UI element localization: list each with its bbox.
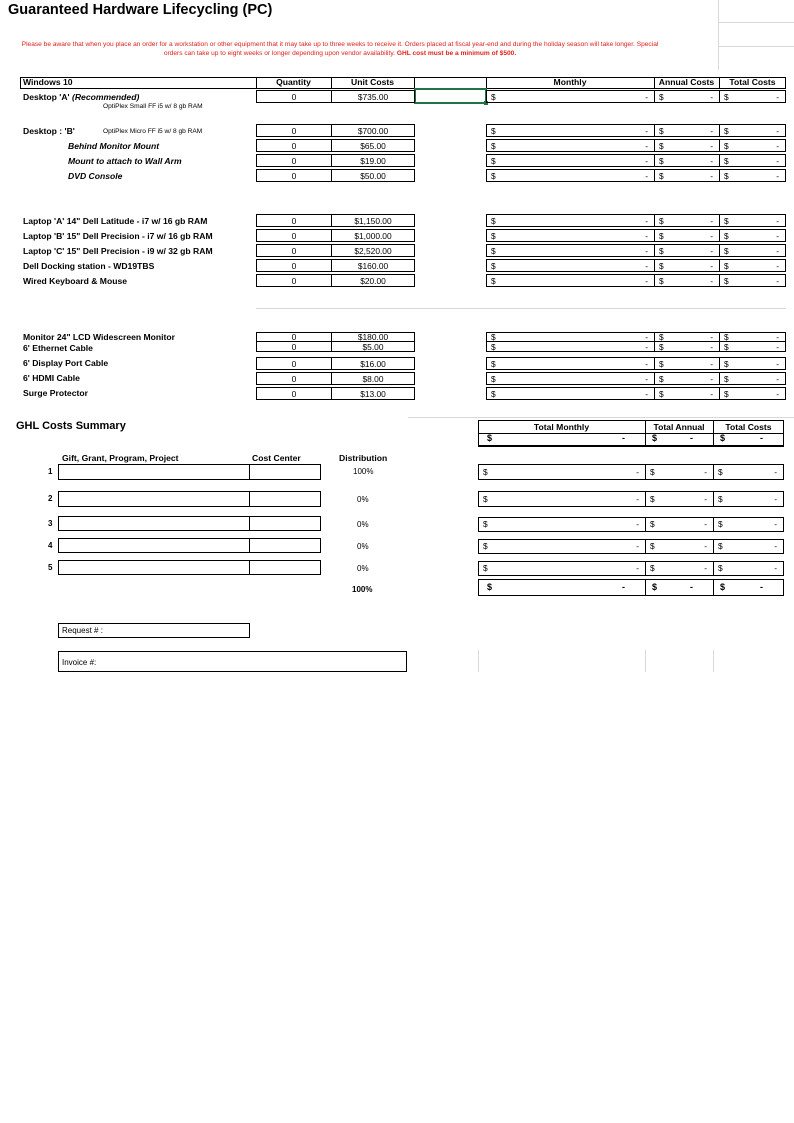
col-distribution-header: Distribution	[339, 453, 388, 463]
project-input[interactable]	[58, 538, 250, 553]
unit-cost: $735.00	[331, 90, 415, 103]
unit-cost: $20.00	[331, 274, 415, 287]
request-label: Request # :	[62, 626, 103, 635]
item-label: Desktop 'A' (Recommended)	[23, 92, 140, 102]
header-unit-costs: Unit Costs	[351, 77, 394, 87]
item-label: Laptop 'B' 15" Dell Precision - i7 w/ 16 gb RAM	[23, 231, 213, 241]
header-monthly: Monthly	[553, 77, 587, 87]
item-label: Laptop 'C' 15" Dell Precision - i9 w/ 32 gb RAM	[23, 246, 213, 256]
distribution-value[interactable]: 0%	[357, 564, 369, 573]
request-number-field[interactable]	[58, 623, 250, 638]
quantity-input[interactable]: 0	[256, 154, 332, 167]
item-label: Surge Protector	[23, 388, 88, 398]
item-label: Desktop : 'B'	[23, 126, 75, 136]
item-label: 6' HDMI Cable	[23, 373, 80, 383]
unit-cost: $1,000.00	[331, 229, 415, 242]
unit-cost: $13.00	[331, 387, 415, 400]
unit-cost: $1,150.00	[331, 214, 415, 227]
header-windows: Windows 10	[23, 77, 73, 87]
unit-cost: $19.00	[331, 154, 415, 167]
item-label: DVD Console	[68, 171, 123, 181]
quantity-input[interactable]: 0	[256, 124, 332, 137]
quantity-input[interactable]: 0	[256, 259, 332, 272]
total-monthly-label: Total Monthly	[533, 422, 590, 432]
project-input[interactable]	[58, 560, 250, 575]
quantity-input[interactable]: 0	[256, 274, 332, 287]
unit-cost: $160.00	[331, 259, 415, 272]
notice-text: Please be aware that when you place an order for a workstation or other equipment that it may take up to three weeks to receive it. Orders placed at fiscal year-end and during the holiday season will take longer. Special orders can take up to eight weeks or longer depending upon vendor availability.	[21, 41, 659, 57]
item-label: Monitor 24" LCD Widescreen Monitor	[23, 332, 176, 342]
item-label: 6' Display Port Cable	[23, 358, 109, 368]
header-quantity: Quantity	[276, 77, 311, 87]
selected-cell[interactable]	[414, 88, 487, 104]
total-annual-label: Total Annual	[653, 422, 705, 432]
header-annual: Annual Costs	[658, 77, 715, 87]
quantity-input[interactable]: 0	[256, 372, 332, 385]
cost-center-input[interactable]	[249, 560, 321, 575]
quantity-input[interactable]: 0	[256, 244, 332, 257]
quantity-input[interactable]: 0	[256, 139, 332, 152]
unit-cost: $50.00	[331, 169, 415, 182]
page-title: Guaranteed Hardware Lifecycling (PC)	[8, 2, 273, 18]
project-input[interactable]	[58, 516, 250, 531]
item-sublabel: OptiPlex Micro FF i5 w/ 8 gb RAM	[103, 128, 203, 135]
quantity-input[interactable]: 0	[256, 169, 332, 182]
item-label: 6' Ethernet Cable	[23, 343, 93, 353]
header-total: Total Costs	[729, 77, 776, 87]
quantity-input[interactable]: 0	[256, 357, 332, 370]
quantity-input[interactable]: 0	[256, 90, 332, 103]
item-label: Laptop 'A' 14" Dell Latitude - i7 w/ 16 gb RAM	[23, 216, 208, 226]
total-costs-label: Total Costs	[725, 422, 772, 432]
item-label: Wired Keyboard & Mouse	[23, 276, 128, 286]
unit-cost: $65.00	[331, 139, 415, 152]
project-input[interactable]	[58, 491, 250, 507]
unit-cost: $700.00	[331, 124, 415, 137]
distribution-value[interactable]: 0%	[357, 495, 369, 504]
distribution-total: 100%	[352, 585, 373, 594]
invoice-label: Invoice #:	[62, 658, 97, 667]
project-input[interactable]	[58, 464, 250, 480]
item-label: Mount to attach to Wall Arm	[68, 156, 182, 166]
item-label: Dell Docking station - WD19TBS	[23, 261, 155, 271]
cost-center-input[interactable]	[249, 464, 321, 480]
distribution-value[interactable]: 0%	[357, 542, 369, 551]
quantity-input[interactable]: 0	[256, 341, 332, 352]
col-cost-center-header: Cost Center	[252, 453, 301, 463]
quantity-input[interactable]: 0	[256, 229, 332, 242]
quantity-input[interactable]: 0	[256, 332, 332, 342]
notice-minimum: GHL cost must be a minimum of $500.	[396, 50, 517, 57]
unit-cost: $2,520.00	[331, 244, 415, 257]
item-sublabel: OptiPlex Small FF i5 w/ 8 gb RAM	[103, 103, 203, 110]
distribution-value[interactable]: 100%	[353, 467, 374, 476]
cost-center-input[interactable]	[249, 491, 321, 507]
item-label: Behind Monitor Mount	[68, 141, 160, 151]
cost-center-input[interactable]	[249, 538, 321, 553]
invoice-number-field[interactable]	[58, 651, 407, 672]
quantity-input[interactable]: 0	[256, 387, 332, 400]
unit-cost: $180.00	[331, 332, 415, 342]
unit-cost: $5.00	[331, 341, 415, 352]
unit-cost: $8.00	[331, 372, 415, 385]
summary-title: GHL Costs Summary	[16, 420, 126, 432]
distribution-value[interactable]: 0%	[357, 520, 369, 529]
order-notice	[20, 40, 660, 58]
col-project-header: Gift, Grant, Program, Project	[62, 453, 179, 463]
unit-cost: $16.00	[331, 357, 415, 370]
cost-center-input[interactable]	[249, 516, 321, 531]
quantity-input[interactable]: 0	[256, 214, 332, 227]
